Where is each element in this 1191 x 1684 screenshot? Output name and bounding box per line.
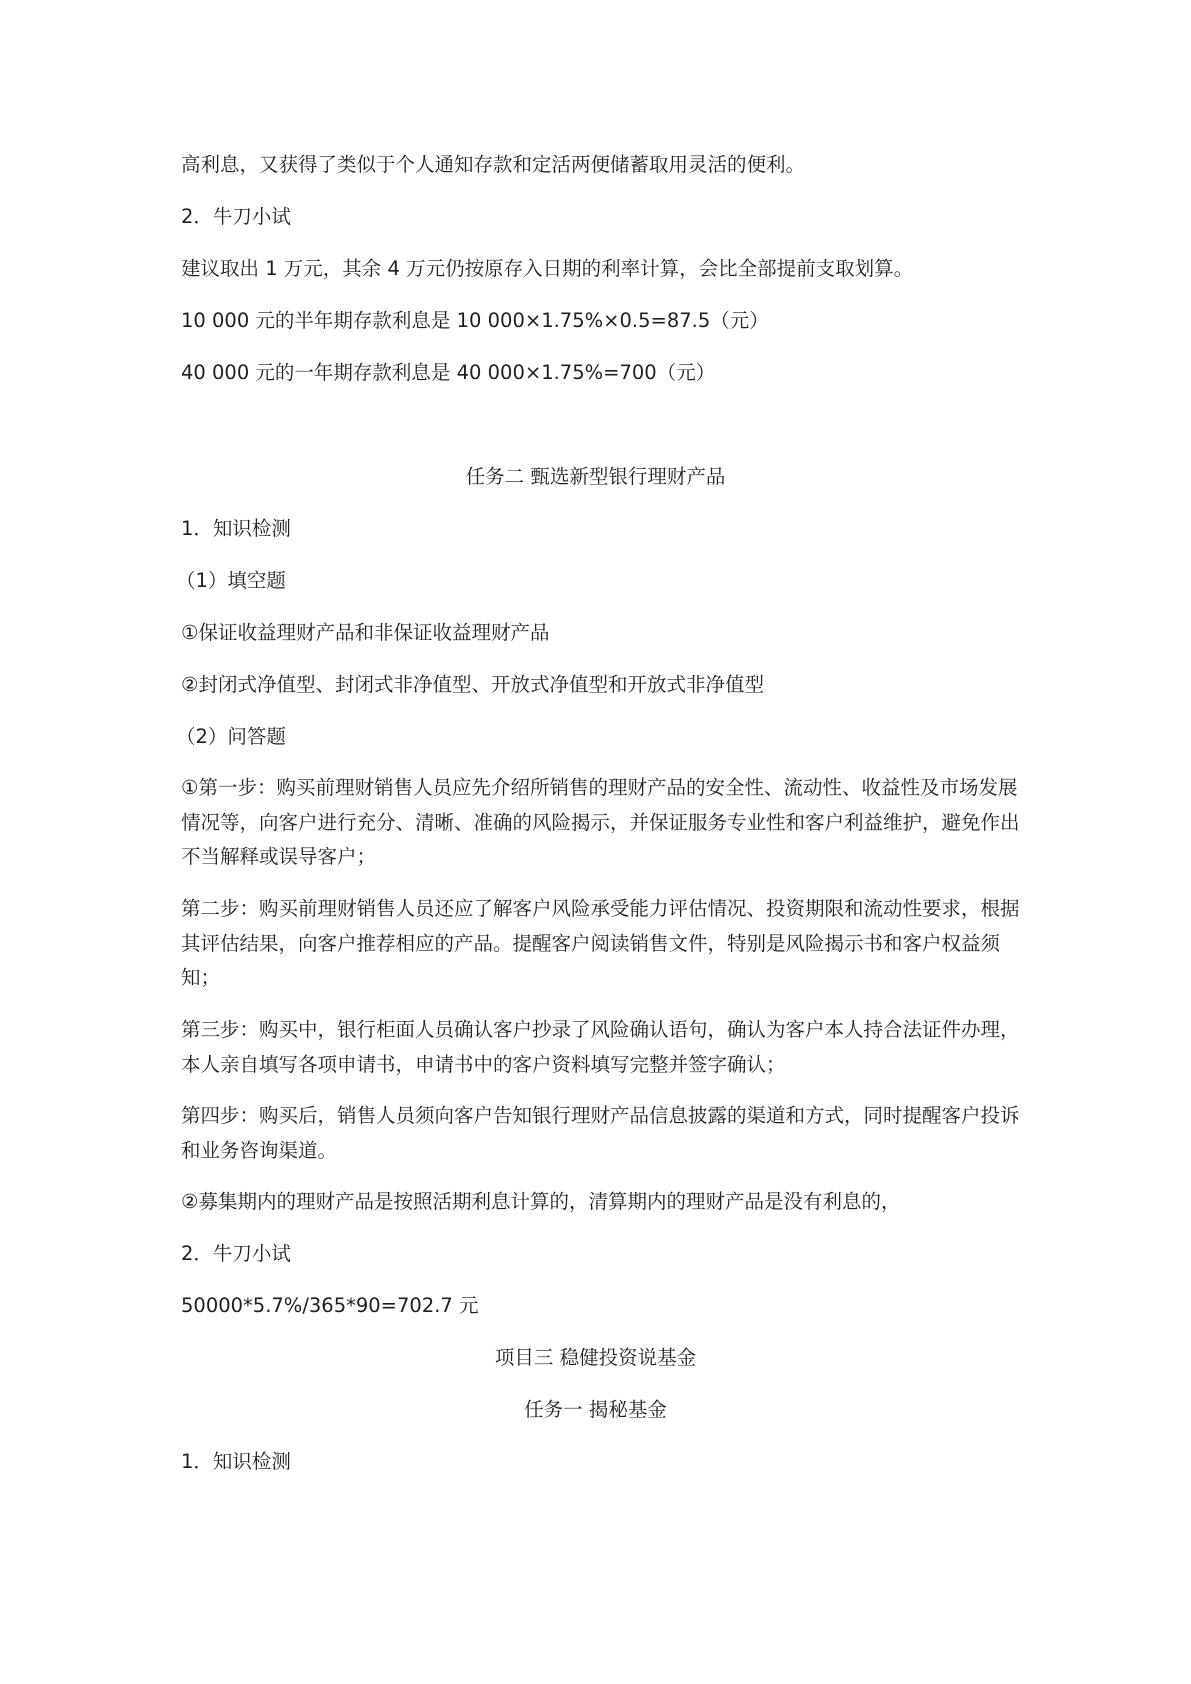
section-heading-knowledge-check-2: 1．知识检测 [181, 1450, 291, 1473]
formula-line-one-year: 40 000 元的一年期存款利息是 40 000×1.75%=700（元） [181, 361, 716, 384]
answer-step-two: 第二步：购买前理财销售人员还应了解客户风险承受能力评估情况、投资期限和流动性要求，根据其评估结果，向客户推荐相应的产品。提醒客户阅读销售文件，特别是风险揭示书和客户权益须知； [181, 897, 1020, 989]
subheading-qa: （2）问答题 [176, 725, 286, 748]
answer-step-one: ①第一步：购买前理财销售人员应先介绍所销售的理财产品的安全性、流动性、收益性及市场发展情况等，向客户进行充分、清晰、准确的风险揭示，并保证服务专业性和客户利益维护，避免作出不当解释或误导客户； [181, 776, 1020, 868]
answer-step-three: 第三步：购买中，银行柜面人员确认客户抄录了风险确认语句，确认为客户本人持合法证件办理，本人亲自填写各项申请书，申请书中的客户资料填写完整并签字确认； [181, 1018, 1020, 1076]
answer-step-four: 第四步：购买后，销售人员须向客户告知银行理财产品信息披露的渠道和方式，同时提醒客户投诉和业务咨询渠道。 [181, 1104, 1020, 1162]
section-heading-practice-2: 2．牛刀小试 [181, 1242, 291, 1265]
formula-line-half-year: 10 000 元的半年期存款利息是 10 000×1.75%×0.5=87.5（元） [181, 309, 769, 332]
answer-item-1: ①保证收益理财产品和非保证收益理财产品 [181, 621, 550, 644]
task-title-one: 任务一 揭秘基金 [524, 1398, 667, 1421]
section-heading-knowledge-check: 1．知识检测 [181, 517, 291, 540]
task-title-two: 任务二 甄选新型银行理财产品 [465, 465, 726, 488]
answer-item-interest: ②募集期内的理财产品是按照活期利息计算的，清算期内的理财产品是没有利息的， [181, 1190, 901, 1213]
answer-item-2: ②封闭式净值型、封闭式非净值型、开放式净值型和开放式非净值型 [181, 673, 764, 696]
formula-line-calculation: 50000*5.7%/365*90=702.7 元 [181, 1294, 479, 1317]
subheading-fill-blank: （1）填空题 [176, 569, 286, 592]
paragraph-suggestion: 建议取出 1 万元，其余 4 万元仍按原存入日期的利率计算，会比全部提前支取划算。 [181, 257, 914, 280]
paragraph-continuation: 高利息，又获得了类似于个人通知存款和定活两便储蓄取用灵活的便利。 [181, 153, 806, 176]
section-heading-practice: 2．牛刀小试 [181, 205, 291, 228]
project-title-three: 项目三 稳健投资说基金 [494, 1346, 697, 1369]
